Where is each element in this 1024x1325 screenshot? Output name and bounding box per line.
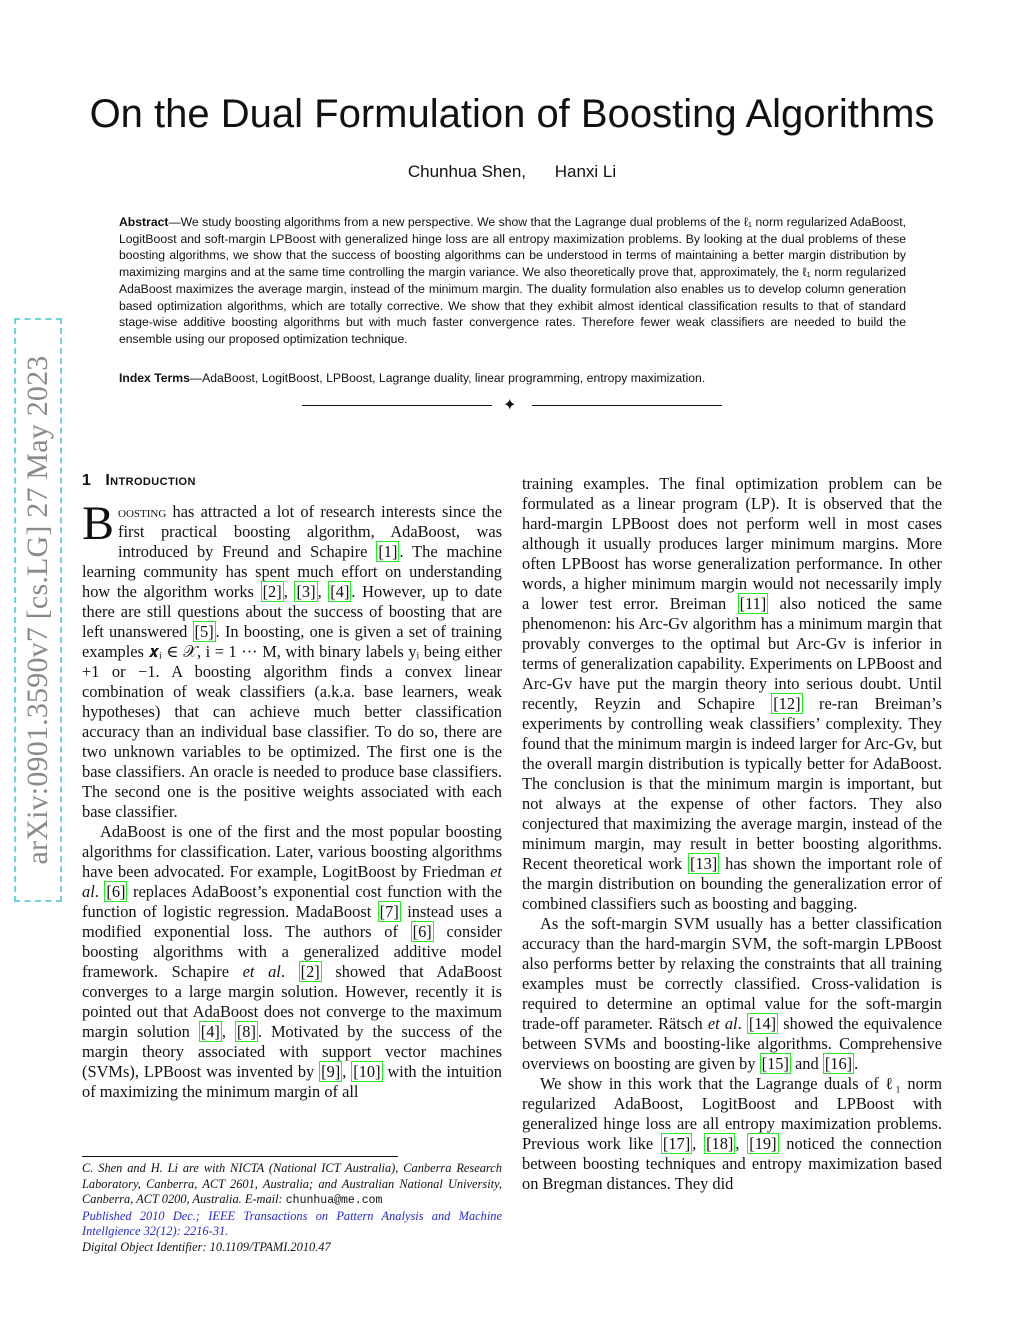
text: consider boosting algorithms with a generalized additive model framework. Schapire <box>82 922 503 981</box>
etal: et al <box>707 1014 738 1033</box>
index-terms-text: —AdaBoost, LogitBoost, LPBoost, Lagrange duality, linear programming, entropy maximization. <box>189 371 706 385</box>
author-list <box>0 162 1024 182</box>
citation-link[interactable]: [6] <box>412 922 432 941</box>
text: , <box>283 582 295 601</box>
abstract-label: Abstract <box>119 215 169 229</box>
citation-link[interactable]: [19] <box>749 1134 777 1153</box>
citation-link[interactable]: [16] <box>824 1054 853 1073</box>
section-title: Introduction <box>105 472 196 489</box>
author-name: Chunhua Shen, <box>407 162 526 181</box>
smallcaps-word: oosting <box>118 502 167 521</box>
text: training examples. The final optimization problem can be formulated as a linear program (LP). It is observed that the hard-margin LPBoost does not perform well in most cases although it usually produces larger minimum margins. More often LPBoost has worse generalization performance. In other words, a higher minimum margin would not necessarily imply a lower test error. Breiman <box>522 474 942 613</box>
text: , <box>692 1134 705 1153</box>
citation-link[interactable]: [4] <box>330 582 350 601</box>
arxiv-identifier: arXiv:0901.3590v7 [cs.LG] 27 May 2023 <box>21 355 54 865</box>
citation-link[interactable]: [13] <box>689 854 718 873</box>
text: showed the equivalence between SVMs and boosting-like algorithms. Comprehensive overviews on boosting are given by <box>522 1014 942 1073</box>
text: has attracted a lot of research interests since the first practical boosting algorithm, AdaBoost, was introduced by Freund and Schapire <box>118 502 502 561</box>
text: noticed the connection between boosting techniques and entropy maximization based on Bregman distances. They did <box>522 1134 942 1193</box>
text: . The machine learning community has spent much effort on understanding how the algorithm works <box>82 542 503 601</box>
citation-link[interactable]: [7] <box>379 902 399 921</box>
text: We show in this work that the Lagrange duals of ℓ₁ norm regularized AdaBoost, LogitBoost and LPBoost with generalized hinge loss are all entropy maximization problems. Previous work like <box>522 1074 942 1153</box>
paragraph <box>82 497 503 822</box>
citation-link[interactable]: [15] <box>761 1054 789 1073</box>
citation-link[interactable]: [14] <box>748 1014 777 1033</box>
text: . <box>737 1014 747 1033</box>
text: AdaBoost is one of the first and the most popular boosting algorithms for classification. Later, various boosting algorithms have been advocated. For example, LogitBoost by Friedman <box>82 822 502 881</box>
footnote <box>82 1161 502 1255</box>
paper-title: On the Dual Formulation of Boosting Algorithms <box>89 92 935 136</box>
footnote-rule <box>82 1156 398 1157</box>
abstract <box>119 214 906 348</box>
index-terms <box>119 370 906 387</box>
index-terms-label: Index Terms <box>119 371 190 385</box>
section-number: 1 <box>82 472 92 489</box>
divider-rule-right <box>532 405 722 406</box>
section-heading <box>82 472 196 490</box>
text: . However, up to date there are still questions about the success of boosting that are left unanswered <box>82 582 502 641</box>
divider-rule-left <box>302 405 492 406</box>
citation-link[interactable]: [1] <box>378 542 398 561</box>
affiliation-text: C. Shen and H. Li are with NICTA (National ICT Australia), Canberra Research Laboratory, Canberra, ACT 2601, Australia; and Australian National University, Canberra, ACT 0200, Australia. E-mail: <box>82 1161 502 1206</box>
citation-link[interactable]: [2] <box>262 582 282 601</box>
citation-link[interactable]: [5] <box>194 622 214 641</box>
text: re-ran Breiman’s experiments by controlling weak classifiers’ complexity. They found that the minimum margin is indeed larger for Arc-Gv, but the overall margin distribution is typically better for AdaBoost. The conclusion is that the minimum margin is important, but not always at the expense of other factors. They also conjectured that maximizing the average margin, instead of the minimum margin, may result in better boosting algorithms. Recent theoretical work <box>522 694 943 873</box>
left-column <box>82 497 503 1102</box>
text: . <box>854 1054 859 1073</box>
paragraph <box>522 914 942 1074</box>
paragraph <box>522 474 942 914</box>
divider-diamond-icon: ✦ <box>503 397 517 414</box>
paragraph <box>82 822 502 1102</box>
abstract-text: —We study boosting algorithms from a new perspective. We show that the Lagrange dual problems of the ℓ₁ norm regularized AdaBoost, LogitBoost and soft-margin LPBoost with generalized hinge loss are all entropy maximization problems. By looking at the dual problems of these boosting algorithms, we show that the success of boosting algorithms can be understood in terms of maintaining a better margin distribution by maximizing margins and at the same time controlling the margin variance. We also theoretically prove that, approximately, the ℓ₁ norm regularized AdaBoost maximizes the average margin, instead of the minimum margin. The duality formulation also enables us to develop column generation based optimization algorithms, which are totally corrective. We show that they exhibit almost identical classification results to that of standard stage-wise additive boosting algorithms but with much faster convergence rates. Therefore fewer weak classifiers are needed to build the ensemble using our proposed optimization technique. <box>119 215 906 346</box>
text: As the soft-margin SVM usually has a better classification accuracy than the hard-margin SVM, the soft-margin LPBoost also performs better by relaxing the constraints that all training examples must be correctly classified. Cross-validation is required to determine an optimal value for the soft-margin trade-off parameter. Rätsch <box>522 914 942 1033</box>
text: , <box>342 1062 352 1081</box>
text: with the intuition of maximizing the minimum margin of all <box>82 1062 502 1101</box>
text: . In boosting, one is given a set of training examples 𝒙ᵢ ∈ 𝒳, i = 1 ··· M, with binary labels yᵢ being either +1 or −1. A boosting algorithm finds a convex linear combination of weak classifiers (a.k.a. base learners, weak hypotheses) that can achieve much better classification accuracy than an individual base classifier. To do so, there are two unknown variables to be optimized. The first one is the base classifiers. An oracle is needed to produce base classifiers. The second one is the positive weights associated with each base classifier. <box>82 622 502 821</box>
citation-link[interactable]: [11] <box>739 594 767 613</box>
paragraph <box>522 1074 942 1194</box>
text: . Motivated by the success of the margin theory associated with support vector machines (SVMs), LPBoost was invented by <box>82 1022 502 1081</box>
text: . <box>94 882 105 901</box>
citation-link[interactable]: [10] <box>353 1062 381 1081</box>
citation-link[interactable]: [4] <box>200 1022 220 1041</box>
citation-link[interactable]: [12] <box>773 694 801 713</box>
publication-link[interactable]: Published 2010 Dec.; IEEE Transactions on Pattern Analysis and Machine Intellgience 32(12): 2216-31. <box>82 1208 502 1238</box>
citation-link[interactable]: [6] <box>106 882 126 901</box>
citation-link[interactable]: [2] <box>300 962 320 981</box>
citation-link[interactable]: [18] <box>706 1134 734 1153</box>
text: . <box>280 962 299 981</box>
right-column <box>522 474 942 1194</box>
doi-text: Digital Object Identifier: 10.1109/TPAMI.2010.47 <box>82 1239 331 1254</box>
text: replaces AdaBoost’s exponential cost function with the function of logistic regression. MadaBoost <box>82 882 502 921</box>
text: and <box>790 1054 823 1073</box>
citation-link[interactable]: [9] <box>321 1062 341 1081</box>
citation-link[interactable]: [17] <box>662 1134 691 1153</box>
email-address[interactable]: chunhua@me.com <box>285 1194 383 1207</box>
etal: et al <box>242 962 281 981</box>
text: showed that AdaBoost converges to a large margin solution. However, recently it is pointed out that AdaBoost does not converge to the maximum margin solution <box>82 962 502 1041</box>
text: also noticed the same phenomenon: his Arc-Gv algorithm has a minimum margin that provably converges to the optimal but Arc-Gv is inferior in terms of generalization capability. Experiments on LPBoost and Arc-Gv have put the margin theory into serious doubt. Until recently, Reyzin and Schapire <box>522 594 942 713</box>
citation-link[interactable]: [8] <box>236 1022 256 1041</box>
text: instead uses a modified exponential loss. The authors of <box>82 902 502 941</box>
text: has shown the important role of the margin distribution on bounding the generalization error of combined classifiers such as boosting and bagging. <box>522 854 942 913</box>
text: , <box>221 1022 235 1041</box>
etal: et al <box>82 862 502 901</box>
author-name: Hanxi Li <box>554 162 617 181</box>
citation-link[interactable]: [3] <box>296 582 316 601</box>
arxiv-stamp <box>14 318 62 902</box>
dropcap: B <box>82 497 115 550</box>
text: , <box>735 1134 748 1153</box>
text: , <box>317 582 329 601</box>
